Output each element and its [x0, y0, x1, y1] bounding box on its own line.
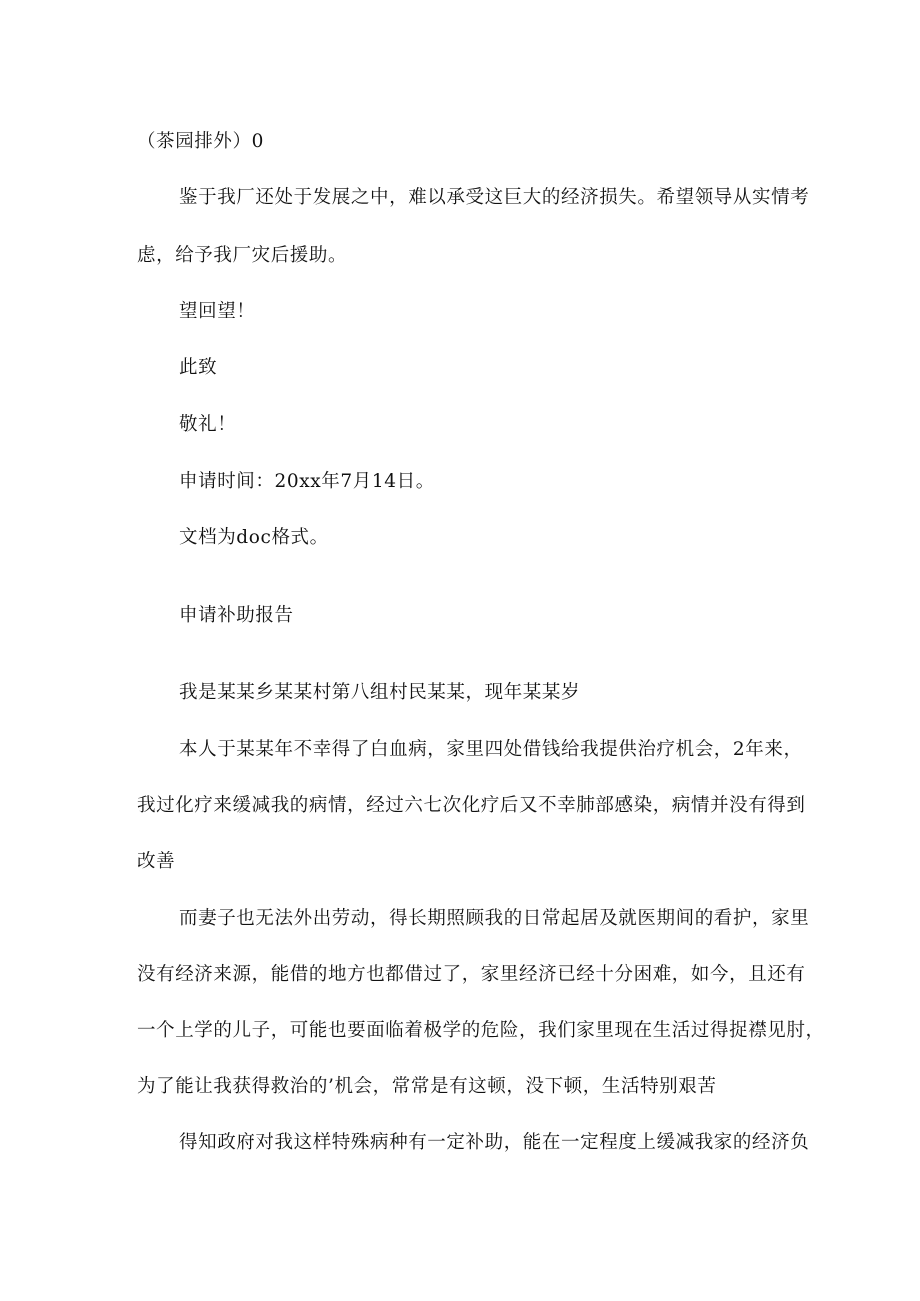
text-line-continuation: 我过化疗来缓减我的病情，经过六七次化疗后又不幸肺部感染，病情并没有得到	[137, 795, 806, 816]
text-line-continuation: 虑，给予我厂灾后援助。	[137, 245, 348, 266]
text-line-continuation: 一个上学的儿子，可能也要面临着极学的危险，我们家里现在生活过得捉襟见肘，	[137, 1020, 825, 1041]
text-line-format-note: 文档为doc格式。	[179, 527, 329, 548]
text-line-paragraph: 我是某某乡某某村第八组村民某某，现年某某岁	[179, 682, 581, 703]
text-line-closing: 望回望！	[179, 301, 256, 322]
text-line-salutation: 此致	[179, 357, 218, 378]
text-line-salutation: 敬礼！	[179, 414, 237, 435]
text-line-continuation: 改善	[137, 851, 176, 872]
text-line-paragraph: 而妻子也无法外出劳动，得长期照顾我的日常起居及就医期间的看护，家里	[179, 908, 810, 929]
text-line-date: 申请时间：20xx年7月14日。	[179, 471, 435, 492]
text-line-continuation: 为了能让我获得救治的’机会，常常是有这顿，没下顿，生活特别艰苦	[137, 1076, 717, 1097]
text-line-paragraph: 得知政府对我这样特殊病种有一定补助，能在一定程度上缓减我家的经济负	[179, 1132, 810, 1153]
text-line-continuation: 没有经济来源，能借的地方也都借过了，家里经济已经十分困难，如今，且还有	[137, 964, 806, 985]
text-line-paragraph: 本人于某某年不幸得了白血病，家里四处借钱给我提供治疗机会，2年来，	[179, 739, 803, 760]
text-line-continuation: （茶园排外）0	[137, 131, 264, 152]
section-title: 申请补助报告	[179, 605, 294, 626]
text-line-paragraph: 鉴于我厂还处于发展之中，难以承受这巨大的经济损失。希望领导从实情考	[179, 187, 810, 208]
